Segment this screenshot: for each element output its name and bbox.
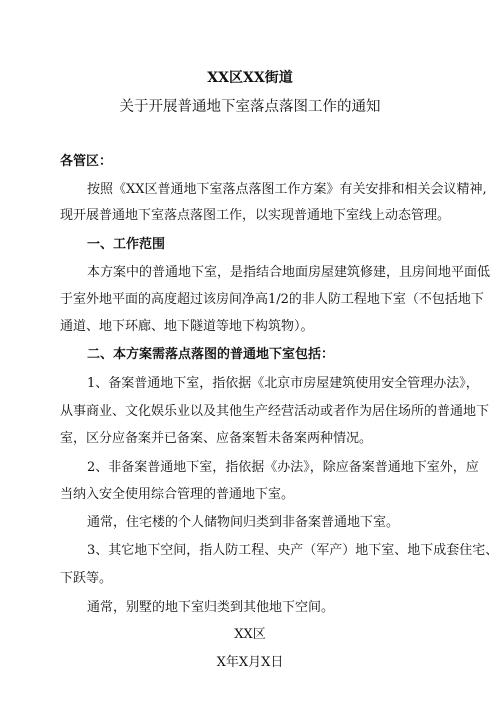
paragraph-line: 通道、地下环廊、地下隧道等地下构筑物）。	[60, 319, 314, 334]
list-item-line: 1、备案普通地下室，指依据《北京市房屋建筑使用安全管理办法》，	[87, 376, 479, 391]
note-line: 通常，别墅的地下室归类到其他地下空间。	[87, 600, 335, 615]
list-item-line: 从事商业、文化娱乐业以及其他生产经营活动或者作为居住场所的普通地下	[60, 404, 490, 419]
salutation: 各管区：	[60, 154, 113, 169]
issuer-title: XX区XX街道	[207, 70, 293, 86]
paragraph-line: 本方案中的普通地下室，是指结合地面房屋建筑修建，且房间地平面低	[87, 265, 491, 280]
list-item-line: 3、其它地下空间，指人防工程、央产（军产）地下室、地下成套住宅、	[87, 543, 499, 558]
subject-title: 关于开展普通地下室落点落图工作的通知	[119, 99, 381, 115]
list-item-line: 当纳入安全使用综合管理的普通地下室。	[60, 487, 295, 502]
list-item-line: 2、非备案普通地下室，指依据《办法》，除应备案普通地下室外，应	[87, 460, 479, 475]
intro-line: 现开展普通地下室落点落图工作，以实现普通地下室线上动态管理。	[60, 208, 451, 223]
list-item-line: 室，区分应备案并已备案、应备案暂未备案两种情况。	[60, 431, 373, 446]
signature-org: XX区	[234, 627, 266, 642]
list-item-line: 下跃等。	[60, 571, 113, 586]
section-heading: 二、本方案需落点落图的普通地下室包括：	[87, 347, 335, 362]
paragraph-line: 于室外地平面的高度超过该房间净高1/2的非人防工程地下室（不包括地下	[60, 292, 484, 307]
note-line: 通常，住宅楼的个人储物间归类到非备案普通地下室。	[87, 515, 400, 530]
signature-date: X年X月X日	[216, 655, 284, 670]
intro-line: 按照《XX区普通地下室落点落图工作方案》有关安排和相关会议精神,	[87, 182, 487, 197]
section-heading: 一、工作范围	[87, 237, 166, 252]
